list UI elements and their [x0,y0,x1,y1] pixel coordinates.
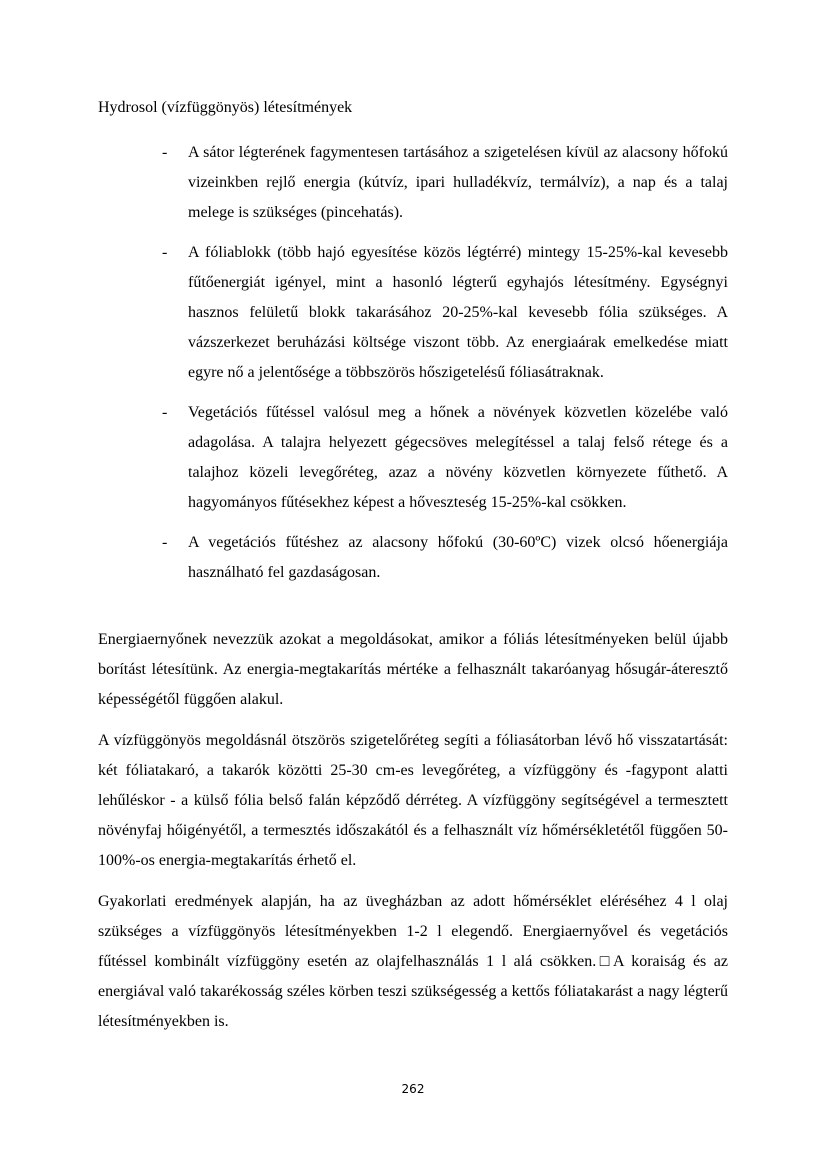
bullet-item [160,528,728,588]
bullet-text: A fóliablokk (több hajó egyesítése közös légtérré) mintegy 15-25%-kal kevesebb fűtőenergiát igényel, mint a hasonló légterű egyhajós létesítmény. Egységnyi hasznos felületű blokk takarásához 20-25%-kal kevesebb fólia szükséges. A vázszerkezet beruházási költsége viszont több. Az energiaárak emelkedése miatt egyre nő a jelentősége a többszörös hőszigetelésű fóliasátraknak. [188,244,728,381]
bullet-text: A sátor légterének fagymentesen tartásához a szigetelésen kívül az alacsony hőfokú vizeinkben rejlő energia (kútvíz, ipari hulladékvíz, termálvíz), a nap és a talaj melege is szükséges (pincehatás). [188,144,728,221]
bullet-text: Vegetációs fűtéssel valósul meg a hőnek a növények közvetlen közelébe való adagolása. A talajra helyezett gégecsöves melegítéssel a talaj felső rétege és a talajhoz közeli levegőréteg, azaz a növény közvetlen környezete fűthető. A hagyományos fűtésekhez képest a hőveszteség 15-25%-kal csökken. [188,404,728,511]
dash-icon: - [162,144,168,161]
paragraph: Gyakorlati eredmények alapján, ha az üvegházban az adott hőmérséklet eléréséhez 4 l olaj szükséges a vízfüggönyös létesítményekben 1-2 l elegendő. Energiaernyővel és vegetációs fűtéssel kombinált vízfüggöny esetén az olajfelhasználás 1 l alá csökken.□A koraiság és az energiával való takarékosság széles körben teszi szükségesség a kettős fóliatakarást a nagy légterű létesítményekben is. [98,893,728,1030]
bullet-item [160,138,728,228]
dash-icon: - [162,534,168,551]
page-number: 262 [401,1082,425,1096]
dash-icon: - [162,244,168,261]
paragraph: A vízfüggönyös megoldásnál ötszörös szigetelőréteg segíti a fóliasátorban lévő hő visszatartását: két fóliatakaró, a takarók közötti 25-30 cm-es levegőréteg, a vízfüggöny és -fagypont alatti lehűléskor - a külső fólia belső falán képződő dérréteg. A vízfüggöny segítségével a termesztett növényfaj hőigényétől, a termesztés időszakától és a felhasznált víz hőmérsékletétől függően 50-100%-os energia-megtakarítás érhető el. [98,732,728,869]
bullet-list [160,138,728,598]
bullet-item [160,238,728,388]
body-text [98,625,728,1048]
bullet-text: A vegetációs fűtéshez az alacsony hőfokú (30-60ºC) vizek olcsó hőenergiája használható fel gazdaságosan. [188,534,728,581]
bullet-item [160,398,728,518]
section-heading: Hydrosol (vízfüggönyös) létesítmények [98,99,353,116]
dash-icon: - [162,404,168,421]
paragraph: Energiaernyőnek nevezzük azokat a megoldásokat, amikor a fóliás létesítményeken belül újabb borítást létesítünk. Az energia-megtakarítás mértéke a felhasznált takaróanyag hősugár-áteresztő képességétől függően alakul. [98,631,728,708]
